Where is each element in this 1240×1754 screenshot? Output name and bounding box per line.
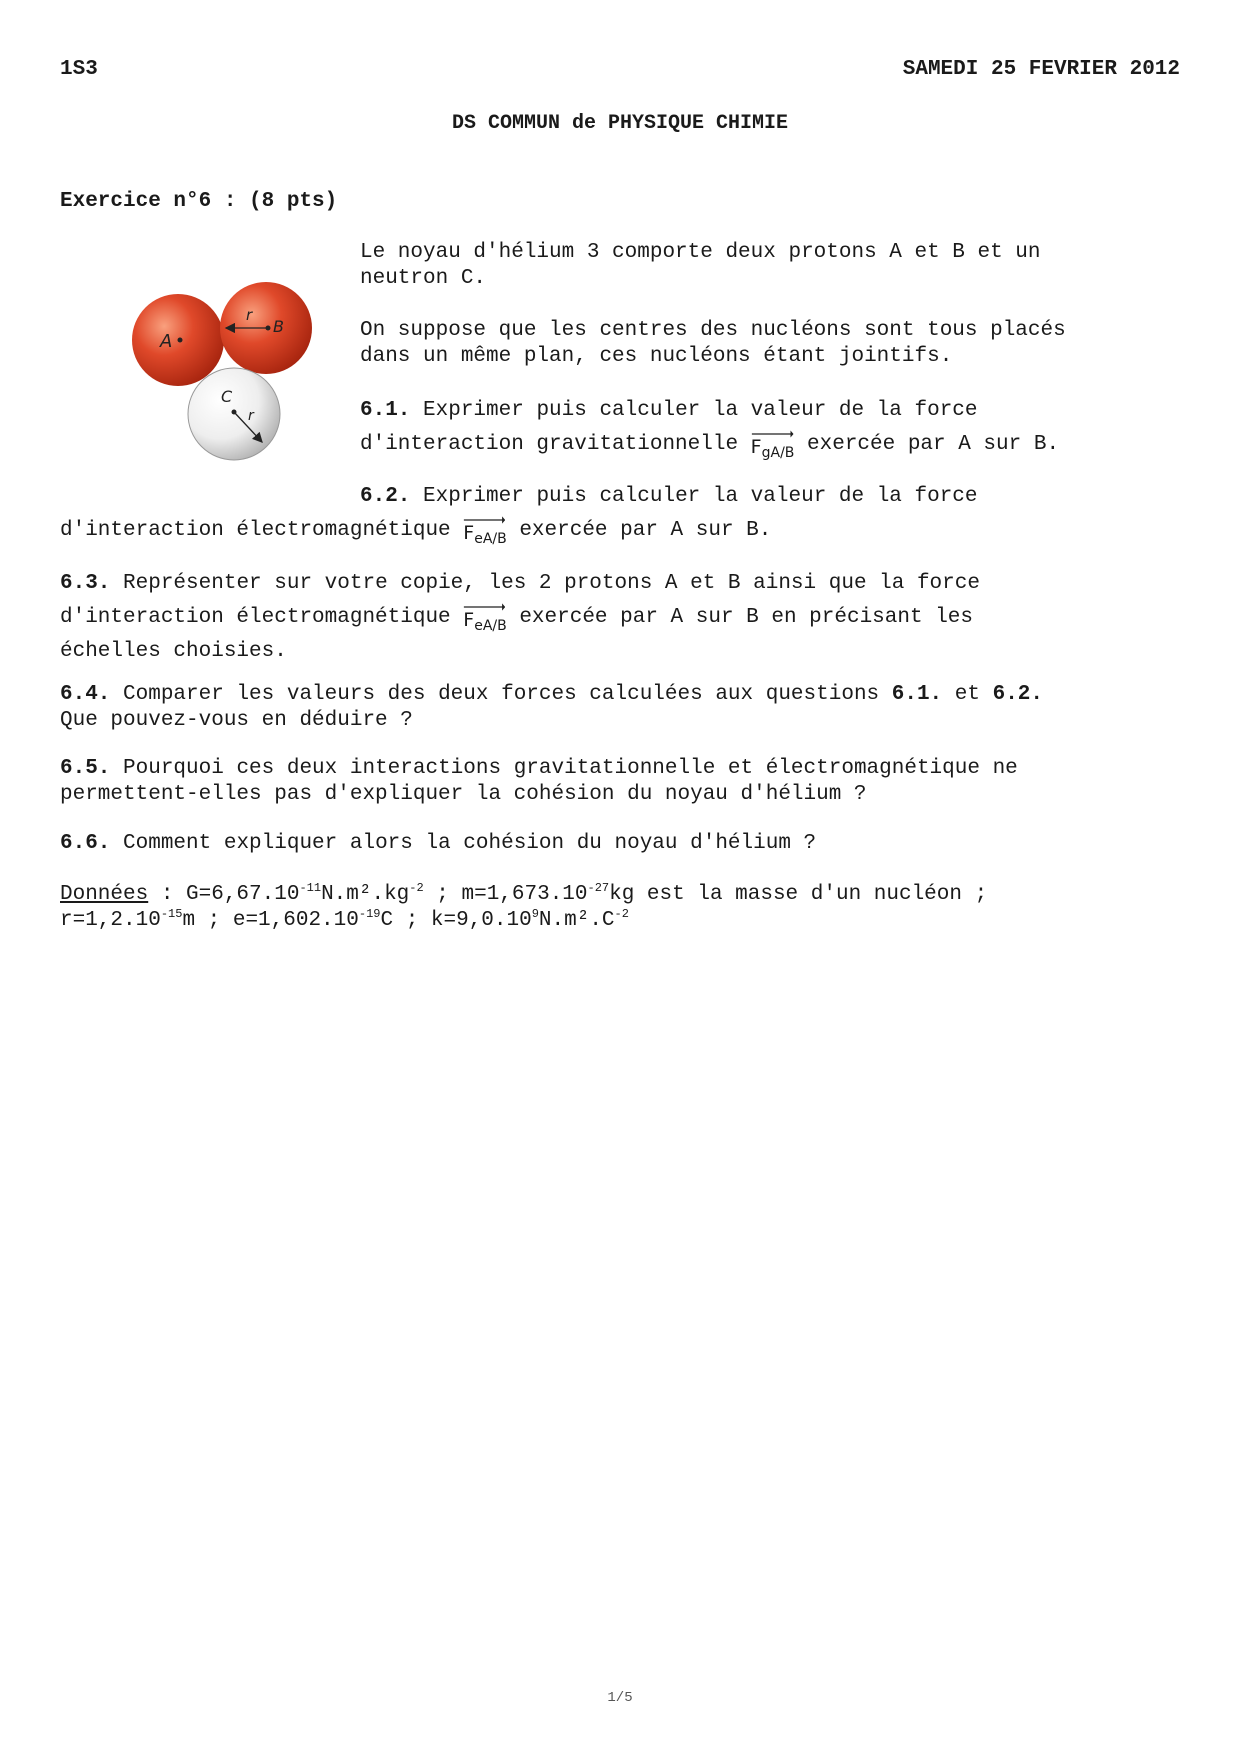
question-text: permettent-elles pas d'expliquer la cohésion du noyau d'hélium ? — [60, 783, 867, 806]
center-a — [178, 338, 183, 343]
hypothesis-line-1: On suppose que les centres des nucléons sont tous placés — [360, 319, 1066, 342]
question-ref: 6.2. — [992, 683, 1044, 706]
question-6-2 — [60, 484, 978, 552]
class-label: 1S3 — [60, 58, 98, 81]
label-a: A — [160, 331, 173, 352]
data-label: Données — [60, 883, 149, 906]
label-r-b: r — [246, 306, 253, 324]
question-6-4 — [60, 682, 1043, 734]
label-c: C — [221, 387, 233, 406]
question-6-3 — [60, 571, 980, 665]
question-text: Que pouvez-vous en déduire ? — [60, 709, 413, 732]
question-text: d'interaction électromagnétique — [60, 606, 464, 629]
question-number: 6.4. — [60, 683, 111, 706]
question-text: échelles choisies. — [60, 640, 287, 663]
question-number: 6.2. — [360, 485, 411, 508]
question-text: Comment expliquer alors la cohésion du noyau d'hélium ? — [110, 832, 817, 855]
question-6-6 — [60, 831, 816, 857]
question-number: 6.6. — [60, 832, 111, 855]
center-b — [266, 326, 271, 331]
page-title: DS COMMUN de PHYSIQUE CHIMIE — [451, 112, 789, 135]
intro-line-1: Le noyau d'hélium 3 comporte deux protons A et B et un — [360, 241, 1041, 264]
question-text: Pourquoi ces deux interactions gravitationnelle et électromagnétique ne — [110, 757, 1018, 780]
question-text: Comparer les valeurs des deux forces calculées aux questions — [110, 683, 892, 706]
vector-f-e-a-b: $F_{eA/B}$ — [463, 522, 507, 547]
data-block: Données : $G=6,67.10^{-11}N.m^2.kg^{-2}$ ; $m=1,673.10^{-27}kg$ est la masse d'un nucléon ; $r=1,2.10^{-15}m$ ; $e=1,602.10^{-19}C$ ; $k=9,0.10^9N.m^2.C^{-2}$ — [60, 881, 988, 932]
helium-nucleus-figure — [120, 270, 330, 470]
question-ref: 6.1. — [891, 683, 943, 706]
exam-date: SAMEDI 25 FEVRIER 2012 — [902, 58, 1180, 81]
question-text: exercée par A sur B. — [506, 519, 772, 542]
question-6-1 — [360, 398, 1059, 466]
question-6-5 — [60, 756, 1018, 808]
exercise-title: Exercice n°6 : (8 pts) — [60, 190, 338, 213]
question-text: Exprimer puis calculer la valeur de la force — [410, 485, 978, 508]
question-number: 6.5. — [60, 757, 111, 780]
question-text: Représenter sur votre copie, les 2 protons A et B ainsi que la force — [110, 572, 980, 595]
vector-f-e-a-b: $F_{eA/B}$ — [463, 609, 507, 634]
hypothesis-paragraph — [360, 318, 1066, 370]
label-r-c: r — [248, 408, 254, 424]
intro-line-2: neutron C. — [360, 267, 487, 290]
hypothesis-line-2: dans un même plan, ces nucléons étant jointifs. — [360, 345, 953, 368]
vector-f-g-a-b: $F_{gA/B}$ — [750, 436, 795, 461]
question-text: et — [942, 683, 993, 706]
question-text: Exprimer puis calculer la valeur de la force — [410, 399, 978, 422]
question-number: 6.3. — [60, 572, 111, 595]
question-text: d'interaction électromagnétique — [60, 519, 464, 542]
label-b: B — [273, 317, 284, 336]
question-text: exercée par A sur B en précisant les — [506, 606, 973, 629]
question-text: d'interaction gravitationnelle — [360, 433, 751, 456]
question-number: 6.1. — [360, 399, 411, 422]
page-number: 1/5 — [607, 1690, 633, 1706]
question-text: exercée par A sur B. — [794, 433, 1060, 456]
intro-paragraph — [360, 240, 1041, 292]
